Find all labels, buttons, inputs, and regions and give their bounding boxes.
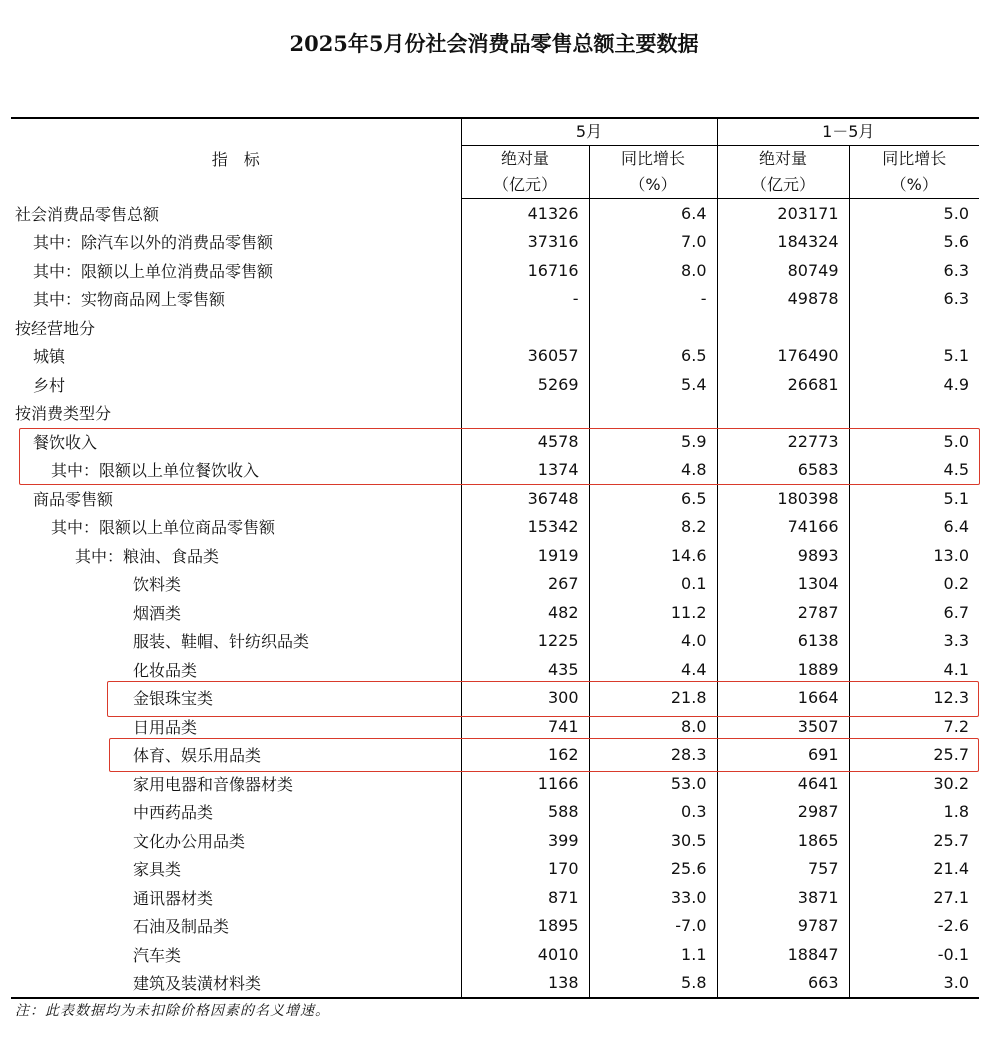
may-yoy: 25.6	[589, 855, 717, 884]
ytd-yoy: 3.3	[849, 627, 979, 656]
table-row	[11, 541, 979, 570]
table-row	[11, 798, 979, 827]
table-row	[11, 741, 979, 770]
row-label: 商品零售额	[33, 489, 114, 509]
table-row	[11, 883, 979, 912]
may-absolute	[461, 399, 589, 428]
may-absolute: 36057	[461, 342, 589, 371]
ytd-absolute: 3507	[717, 712, 849, 741]
ytd-yoy: 6.3	[849, 285, 979, 314]
table-row	[11, 769, 979, 798]
ytd-absolute: 26681	[717, 370, 849, 399]
ytd-absolute: 663	[717, 969, 849, 999]
may-yoy: -7.0	[589, 912, 717, 941]
ytd-yoy: 6.4	[849, 513, 979, 542]
table-row	[11, 826, 979, 855]
may-absolute: 871	[461, 883, 589, 912]
ytd-yoy: 25.7	[849, 826, 979, 855]
ytd-absolute: 176490	[717, 342, 849, 371]
ytd-yoy: 25.7	[849, 741, 979, 770]
may-yoy: 4.4	[589, 655, 717, 684]
table-row	[11, 399, 979, 428]
may-yoy: 8.2	[589, 513, 717, 542]
col-header-abs: 绝对量	[717, 146, 849, 173]
may-absolute: 170	[461, 855, 589, 884]
may-yoy: 4.8	[589, 456, 717, 485]
ytd-absolute: 6583	[717, 456, 849, 485]
ytd-absolute: 9893	[717, 541, 849, 570]
ytd-yoy: 5.1	[849, 484, 979, 513]
may-yoy: 6.4	[589, 199, 717, 228]
may-yoy: 5.4	[589, 370, 717, 399]
ytd-absolute: 1304	[717, 570, 849, 599]
table-row	[11, 684, 979, 713]
may-yoy: 8.0	[589, 256, 717, 285]
ytd-absolute: 1865	[717, 826, 849, 855]
may-yoy: 0.1	[589, 570, 717, 599]
ytd-yoy: 13.0	[849, 541, 979, 570]
may-absolute: 4010	[461, 940, 589, 969]
ytd-yoy: 6.3	[849, 256, 979, 285]
row-label: 其中：限额以上单位餐饮收入	[51, 461, 260, 481]
may-absolute: 435	[461, 655, 589, 684]
row-label: 中西药品类	[133, 803, 214, 823]
table-row	[11, 256, 979, 285]
row-label: 建筑及装潢材料类	[11, 969, 461, 999]
row-label: 饮料类	[133, 575, 182, 595]
ytd-yoy: 0.2	[849, 570, 979, 599]
row-label: 其中：限额以上单位消费品零售额	[33, 261, 274, 281]
ytd-yoy: 3.0	[849, 969, 979, 999]
ytd-yoy: -0.1	[849, 940, 979, 969]
ytd-absolute	[717, 313, 849, 342]
col-unit-pct: （%）	[589, 172, 717, 199]
row-label: 服装、鞋帽、针纺织品类	[133, 632, 310, 652]
may-absolute: 1166	[461, 769, 589, 798]
row-label: 家具类	[133, 860, 182, 880]
may-yoy: 6.5	[589, 342, 717, 371]
ytd-yoy: 4.5	[849, 456, 979, 485]
col-header-yoy: 同比增长	[589, 146, 717, 173]
may-absolute: 138	[461, 969, 589, 999]
may-yoy: 5.8	[589, 969, 717, 999]
row-label: 城镇	[33, 347, 66, 367]
may-absolute: 15342	[461, 513, 589, 542]
may-yoy: 1.1	[589, 940, 717, 969]
table-row	[11, 370, 979, 399]
ytd-absolute: 3871	[717, 883, 849, 912]
ytd-absolute: 184324	[717, 228, 849, 257]
may-absolute: 1374	[461, 456, 589, 485]
col-header-yoy: 同比增长	[849, 146, 979, 173]
row-label: 体育、娱乐用品类	[133, 746, 262, 766]
may-yoy: 5.9	[589, 427, 717, 456]
may-yoy: 14.6	[589, 541, 717, 570]
row-label: 家用电器和音像器材类	[133, 774, 294, 794]
may-yoy: 30.5	[589, 826, 717, 855]
ytd-yoy: 1.8	[849, 798, 979, 827]
ytd-absolute: 2787	[717, 598, 849, 627]
row-label: 通讯器材类	[133, 888, 214, 908]
ytd-absolute: 80749	[717, 256, 849, 285]
ytd-yoy: 4.1	[849, 655, 979, 684]
ytd-absolute: 18847	[717, 940, 849, 969]
may-yoy: 0.3	[589, 798, 717, 827]
may-absolute: 5269	[461, 370, 589, 399]
row-label: 社会消费品零售总额	[15, 204, 160, 224]
may-yoy	[589, 399, 717, 428]
ytd-yoy: 5.0	[849, 199, 979, 228]
table-row	[11, 199, 979, 228]
may-absolute: 41326	[461, 199, 589, 228]
ytd-yoy: 5.6	[849, 228, 979, 257]
table-row	[11, 940, 979, 969]
may-absolute: 741	[461, 712, 589, 741]
ytd-yoy: 30.2	[849, 769, 979, 798]
table-note: 注：此表数据均为未扣除价格因素的名义增速。	[15, 1003, 330, 1019]
ytd-absolute: 1889	[717, 655, 849, 684]
table-row	[11, 456, 979, 485]
may-yoy: 33.0	[589, 883, 717, 912]
table-row	[11, 228, 979, 257]
col-unit-pct: （%）	[849, 172, 979, 199]
ytd-yoy: -2.6	[849, 912, 979, 941]
may-yoy: 28.3	[589, 741, 717, 770]
ytd-absolute	[717, 399, 849, 428]
may-absolute: 162	[461, 741, 589, 770]
ytd-yoy: 4.9	[849, 370, 979, 399]
may-yoy: 4.0	[589, 627, 717, 656]
may-yoy: 8.0	[589, 712, 717, 741]
ytd-yoy: 7.2	[849, 712, 979, 741]
may-yoy: -	[589, 285, 717, 314]
row-label: 其中：除汽车以外的消费品零售额	[33, 233, 274, 253]
may-yoy	[589, 313, 717, 342]
ytd-absolute: 691	[717, 741, 849, 770]
ytd-absolute: 74166	[717, 513, 849, 542]
row-label: 其中：粮油、食品类	[75, 546, 220, 566]
row-label: 餐饮收入	[33, 432, 98, 452]
may-absolute	[461, 313, 589, 342]
group-header-ytd: 1－5月	[717, 118, 979, 146]
ytd-absolute: 49878	[717, 285, 849, 314]
table-row	[11, 912, 979, 941]
may-absolute: 267	[461, 570, 589, 599]
row-label: 按消费类型分	[15, 404, 112, 424]
ytd-yoy: 27.1	[849, 883, 979, 912]
ytd-absolute: 1664	[717, 684, 849, 713]
table-row	[11, 342, 979, 371]
ytd-yoy: 12.3	[849, 684, 979, 713]
col-unit-abs: （亿元）	[717, 172, 849, 199]
table-row	[11, 427, 979, 456]
may-yoy: 11.2	[589, 598, 717, 627]
ytd-yoy	[849, 399, 979, 428]
ytd-yoy: 5.1	[849, 342, 979, 371]
ytd-absolute: 203171	[717, 199, 849, 228]
table-row	[11, 313, 979, 342]
table-row	[11, 598, 979, 627]
table-row	[11, 285, 979, 314]
may-absolute: 1895	[461, 912, 589, 941]
table-row	[11, 855, 979, 884]
row-label: 文化办公用品类	[133, 831, 246, 851]
ytd-absolute: 2987	[717, 798, 849, 827]
row-label: 化妆品类	[133, 660, 198, 680]
ytd-absolute: 180398	[717, 484, 849, 513]
ytd-absolute: 9787	[717, 912, 849, 941]
row-label: 日用品类	[133, 717, 198, 737]
may-absolute: 1225	[461, 627, 589, 656]
may-yoy: 6.5	[589, 484, 717, 513]
may-absolute: 37316	[461, 228, 589, 257]
may-absolute: -	[461, 285, 589, 314]
may-absolute: 399	[461, 826, 589, 855]
may-absolute: 588	[461, 798, 589, 827]
group-header-may: 5月	[461, 118, 717, 146]
may-absolute: 482	[461, 598, 589, 627]
may-yoy: 53.0	[589, 769, 717, 798]
may-yoy: 7.0	[589, 228, 717, 257]
retail-sales-table	[11, 117, 979, 999]
row-label: 其中：实物商品网上零售额	[33, 290, 226, 310]
page-title: 2025年5月份社会消费品零售总额主要数据	[289, 31, 699, 56]
table-row	[11, 712, 979, 741]
row-label: 其中：限额以上单位商品零售额	[51, 518, 276, 538]
row-label: 乡村	[33, 375, 66, 395]
ytd-absolute: 22773	[717, 427, 849, 456]
table-row	[11, 627, 979, 656]
ytd-absolute: 4641	[717, 769, 849, 798]
indicator-header: 指 标	[11, 118, 461, 199]
table-row	[11, 570, 979, 599]
row-label: 按经营地分	[15, 318, 96, 338]
table-row	[11, 969, 979, 999]
may-absolute: 1919	[461, 541, 589, 570]
row-label: 石油及制品类	[133, 917, 230, 937]
table-row	[11, 484, 979, 513]
ytd-yoy: 21.4	[849, 855, 979, 884]
row-label: 烟酒类	[133, 603, 182, 623]
table-row	[11, 655, 979, 684]
ytd-absolute: 6138	[717, 627, 849, 656]
ytd-yoy: 5.0	[849, 427, 979, 456]
ytd-yoy	[849, 313, 979, 342]
row-label: 汽车类	[133, 945, 182, 965]
col-header-abs: 绝对量	[461, 146, 589, 173]
ytd-absolute: 757	[717, 855, 849, 884]
may-absolute: 36748	[461, 484, 589, 513]
col-unit-abs: （亿元）	[461, 172, 589, 199]
may-absolute: 4578	[461, 427, 589, 456]
table-row	[11, 513, 979, 542]
may-absolute: 16716	[461, 256, 589, 285]
may-yoy: 21.8	[589, 684, 717, 713]
row-label: 金银珠宝类	[133, 689, 214, 709]
ytd-yoy: 6.7	[849, 598, 979, 627]
may-absolute: 300	[461, 684, 589, 713]
